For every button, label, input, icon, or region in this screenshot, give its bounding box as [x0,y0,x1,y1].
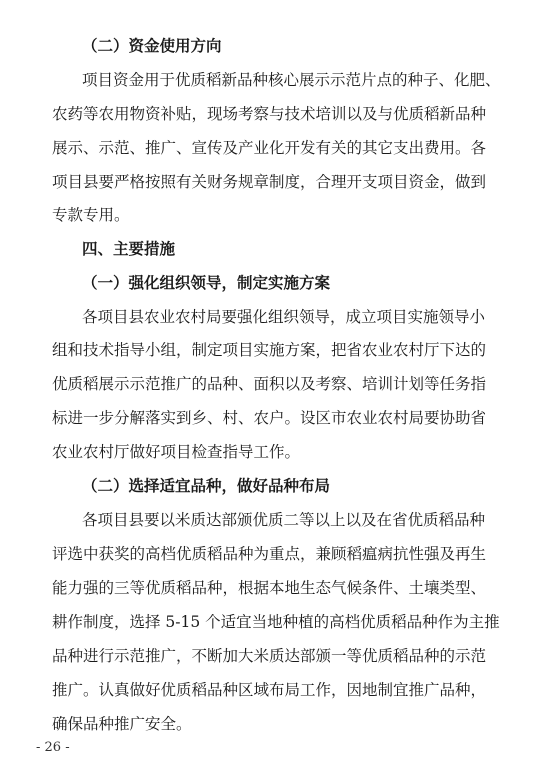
paragraph-line: 评选中获奖的高档优质稻品种为重点，兼顾稻瘟病抗性强及再生 [52,545,487,563]
paragraph-line: 各项目县农业农村局要强化组织领导，成立项目实施领导小 [82,308,486,326]
paragraph-line: 项目资金用于优质稻新品种核心展示示范片点的种子、化肥、 [82,71,501,89]
paragraph-line: 组和技术指导小组，制定项目实施方案，把省农业农村厅下达的 [52,341,487,359]
section-heading-main-measures: 四、主要措施 [82,240,176,258]
paragraph-line: 品种进行示范推广，不断加大米质达部颁一等优质稻品种的示范 [52,647,487,665]
paragraph-line: 各项目县要以米质达部颁优质二等以上以及在省优质稻品种 [82,511,486,529]
paragraph-line: 专款专用。 [52,206,130,224]
paragraph-line: 农业农村厅做好项目检查指导工作。 [52,443,301,461]
paragraph-line: 标进一步分解落实到乡、村、农户。设区市农业农村局要协助省 [52,409,487,427]
paragraph-line: 耕作制度，选择 5-15 个适宜当地种植的高档优质稻品种作为主推 [52,613,500,631]
paragraph-line: 展示、示范、推广、宣传及产业化开发有关的其它支出费用。各 [52,139,487,157]
paragraph-line: 优质稻展示示范推广的品种、面积以及考察、培训计划等任务指 [52,375,487,393]
paragraph-line: 确保品种推广安全。 [52,715,192,733]
paragraph-line: 能力强的三等优质稻品种，根据本地生态气候条件、土壤类型、 [52,579,487,597]
section-heading-funds-usage: （二）资金使用方向 [82,37,222,55]
paragraph-line: 推广。认真做好优质稻品种区域布局工作，因地制宜推广品种， [52,681,487,699]
paragraph-line: 项目县要严格按照有关财务规章制度，合理开支项目资金，做到 [52,173,487,191]
page-number: - 26 - [36,740,70,755]
subsection-heading-variety-layout: （二）选择适宜品种，做好品种布局 [82,477,331,495]
subsection-heading-organization: （一）强化组织领导，制定实施方案 [82,274,331,292]
paragraph-line: 农药等农用物资补贴，现场考察与技术培训以及与优质稻新品种 [52,105,487,123]
